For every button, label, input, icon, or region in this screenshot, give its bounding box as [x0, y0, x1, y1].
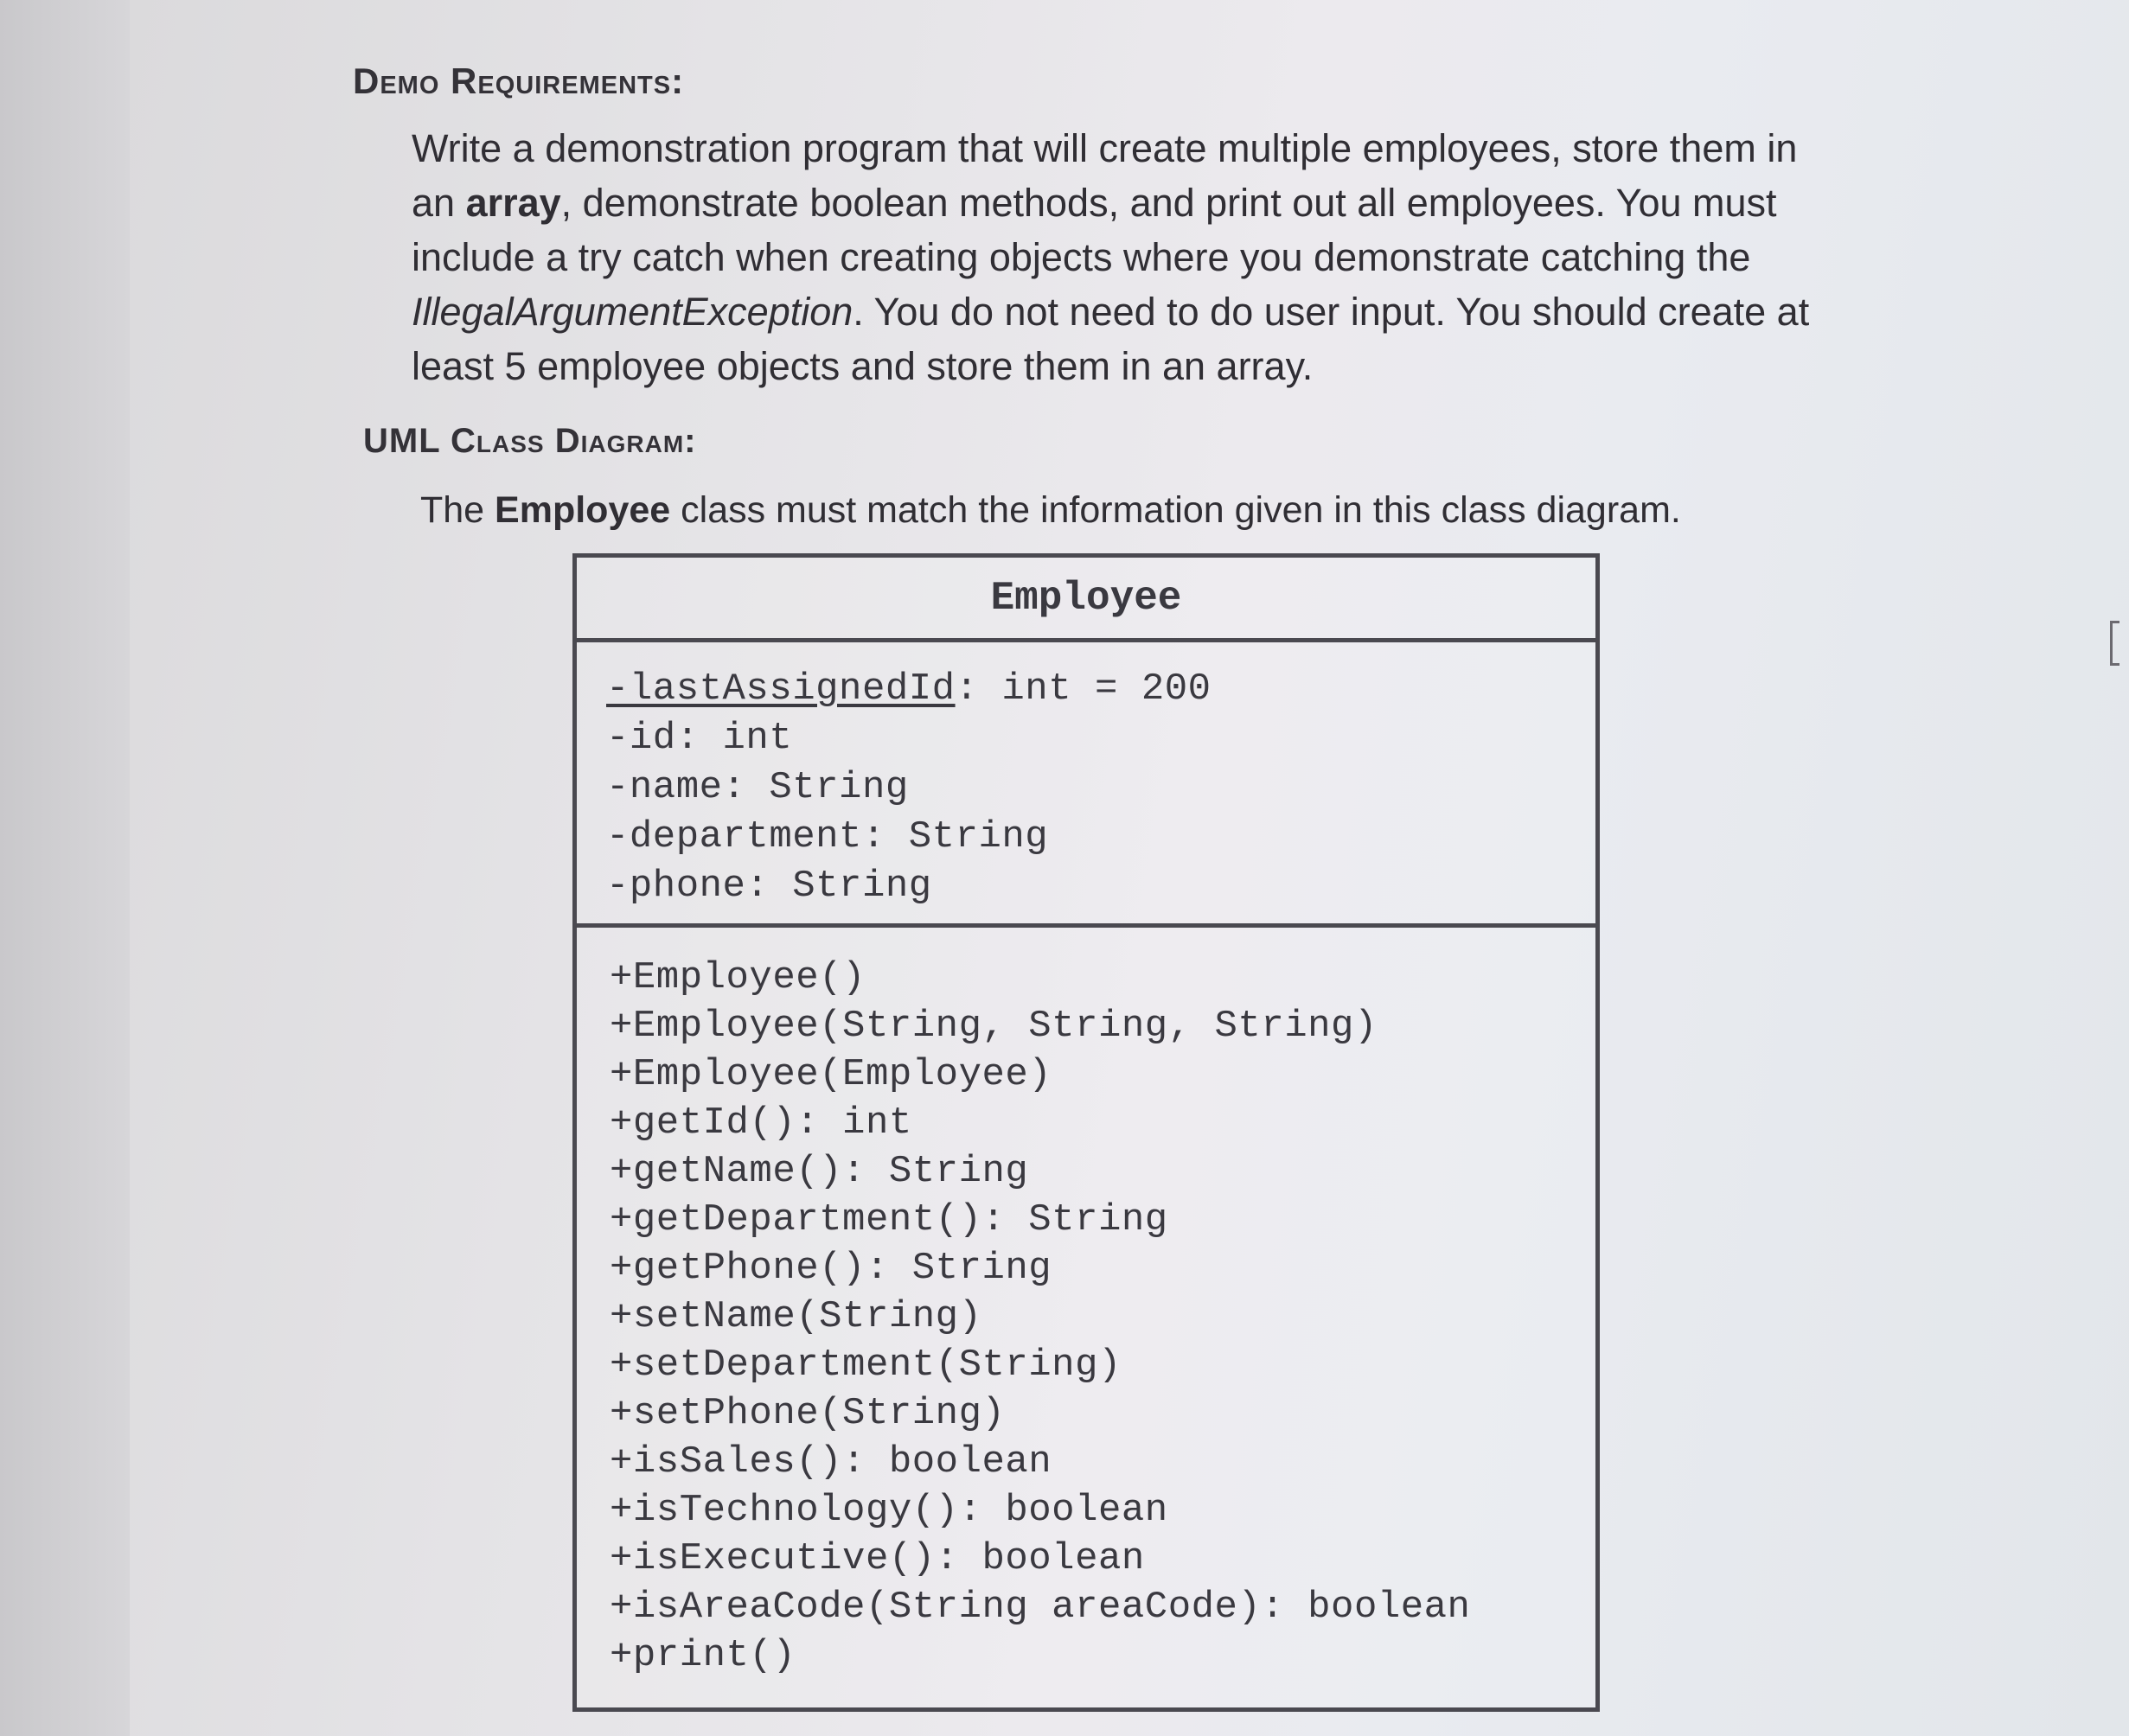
uml-attribute: -name: String: [606, 766, 909, 809]
uml-method: +getDepartment(): String: [610, 1198, 1168, 1241]
uml-method: +Employee(String, String, String): [610, 1005, 1378, 1048]
uml-class-name: Employee: [577, 558, 1595, 642]
uml-attribute: -id: int: [606, 717, 793, 760]
uml-method: +getPhone(): String: [610, 1247, 1052, 1290]
uml-method: +setPhone(String): [610, 1392, 1006, 1435]
uml-attribute: -department: String: [606, 815, 1049, 858]
paragraph-italic-exception: IllegalArgumentException: [412, 290, 854, 334]
screen-bezel: [0, 0, 130, 1736]
uml-attributes-section: [577, 642, 1595, 928]
uml-method: +isAreaCode(String areaCode): boolean: [610, 1586, 1471, 1629]
uml-method: +setName(String): [610, 1295, 982, 1338]
uml-method: +isTechnology(): boolean: [610, 1489, 1168, 1532]
uml-attribute: -lastAssignedId: int = 200: [606, 667, 1212, 711]
demo-requirements-heading: Demo Requirements:: [353, 61, 685, 101]
uml-method: +Employee(): [610, 956, 866, 999]
demo-requirements-paragraph: [412, 121, 1830, 393]
intro-post: class must match the information given in this class diagram.: [670, 489, 1681, 531]
uml-method: +isSales(): boolean: [610, 1440, 1052, 1484]
uml-method: +isExecutive(): boolean: [610, 1537, 1145, 1580]
uml-attribute: -phone: String: [606, 865, 932, 908]
uml-method: +getId(): int: [610, 1101, 912, 1145]
uml-method: +Employee(Employee): [610, 1053, 1052, 1096]
paragraph-bold-array: array: [465, 181, 561, 225]
uml-methods-section: [577, 928, 1595, 1680]
uml-class-box: [572, 553, 1600, 1712]
bracket-mark: [2110, 621, 2119, 666]
uml-method: +print(): [610, 1634, 796, 1677]
intro-bold-employee: Employee: [495, 489, 671, 531]
intro-pre: The: [420, 489, 495, 531]
paragraph-text-1: Write a demonstration program that will create multiple employees, store them in an: [412, 126, 1798, 225]
uml-intro-sentence: [420, 489, 1681, 532]
uml-method: +getName(): String: [610, 1150, 1029, 1193]
uml-method: +setDepartment(String): [610, 1343, 1122, 1387]
paragraph-text-3: . You do not need to do user input. You should create at least 5 employee objects and store them in an array.: [412, 290, 1810, 388]
uml-class-diagram-heading: UML Class Diagram:: [363, 422, 697, 460]
paragraph-text-2: , demonstrate boolean methods, and print out all employees. You must include a try catch when creating objects where you demonstrate catching the: [412, 181, 1777, 279]
